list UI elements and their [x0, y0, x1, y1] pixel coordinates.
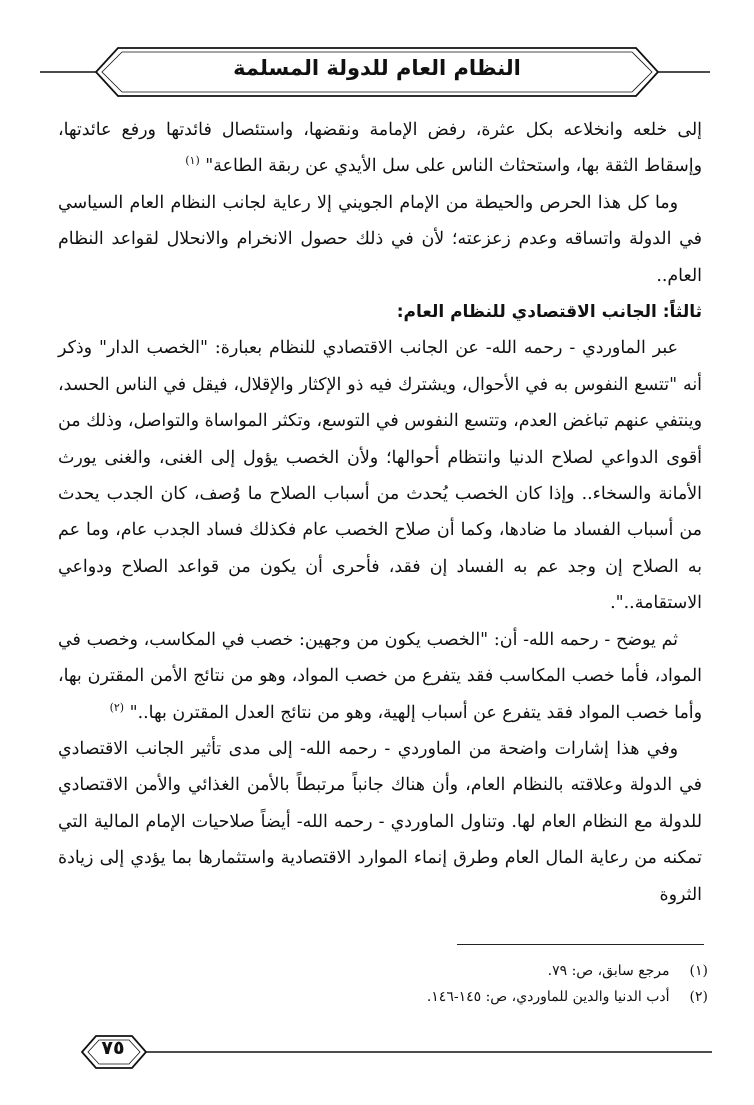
paragraph-3: عبر الماوردي - رحمه الله- عن الجانب الاقتصادي للنظام بعبارة: "الخصب الدار" وذكر أنه "تتسع النفوس به في الأحوال، ويشترك فيه ذو الإكثار والإقلال، فيقل في الناس الحسد، وينتفي عنهم تباغض العدم، وتتسع النفوس في التوسع، وتكثر المواساة والتواصل، وذلك من أقوى الدواعي لصلاح الدنيا وانتظام أحوالها؛ ولأن الخصب يؤول إلى الغنى، والغنى يورث الأمانة والسخاء.. وإذا كان الخصب يُحدث من أسباب الصلاح ما وُصف، كان الجدب يحدث من أسباب الفساد ما ضادها، وكما أن صلاح الخصب عام فكذلك فساد الجدب عام، وما عم به الصلاح إن وجد عم به الفساد إن فقد، فأحرى أن يكون من قواعد الصلاح ودواعي الاستقامة..". [58, 338, 702, 614]
footnote-2-text: أدب الدنيا والدين للماوردي، ص: ١٤٥-١٤٦. [426, 989, 670, 1005]
page-header [0, 38, 754, 108]
footnote-2-number: (٢) [689, 989, 708, 1005]
footnote-ref-2[interactable]: (٢) [109, 700, 125, 714]
footnote-1 [58, 958, 708, 984]
paragraph-5: وفي هذا إشارات واضحة من الماوردي - رحمه الله- إلى مدى تأثير الجانب الاقتصادي في الدولة وعلاقته بالنظام العام، وأن هناك جانباً مرتبطاً بالأمن الغذائي والأمن الاقتصادي للدولة مع النظام العام لها. وتناول الماوردي - رحمه الله- أيضاً صلاحيات الإمام المالية التي تمكنه من رعاية المال العام وطرق إنماء الموارد الاقتصادية واستثمارها بما يؤدي إلى زيادة الثروة [58, 738, 702, 905]
running-title: النظام العام للدولة المسلمة [233, 56, 521, 80]
section-heading: ثالثاً: الجانب الاقتصادي للنظام العام: [396, 302, 702, 323]
paragraph-1-line-1: إلى خلعه وانخلاعه بكل عثرة، رفض الإمامة ونقضها، واستئصال فائدتها ورفع عائدتها، [58, 120, 702, 140]
paragraph-2: وما كل هذا الحرص والحيطة من الإمام الجويني إلا رعاية لجانب النظام العام السياسي في الدولة واتساقه وعدم زعزعته؛ لأن في ذلك حصول الانخرام والانحلال لقواعد النظام العام.. [58, 192, 702, 286]
paragraph-4-text: ثم يوضح - رحمه الله- أن: "الخصب يكون من وجهين: خصب في المكاسب، وخصب في المواد، فأما خصب المكاسب فقد يتفرع من خصب المواد، وهو من نتائج الأمن المقترن بها، وأما خصب المواد فقد يتفرع عن أسباب إلهية، وهو من نتائج العدل المقترن بها.." [58, 629, 702, 723]
paragraph-1-line-2: وإسقاط الثقة بها، واستحثاث الناس على سل الأيدي عن ربقة الطاعة" [199, 156, 702, 177]
page-number: ٧٥ [101, 1037, 125, 1059]
footnote-ref-1[interactable]: (١) [185, 154, 200, 168]
footnote-2 [58, 984, 708, 1010]
main-text [58, 112, 702, 913]
paragraph-4 [58, 622, 702, 731]
footnotes [58, 958, 708, 1010]
footnote-divider [457, 944, 704, 945]
footnote-1-text: مرجع سابق، ص: ٧٩. [547, 963, 670, 979]
footnote-1-number: (١) [689, 963, 708, 979]
paragraph-1 [58, 112, 702, 185]
